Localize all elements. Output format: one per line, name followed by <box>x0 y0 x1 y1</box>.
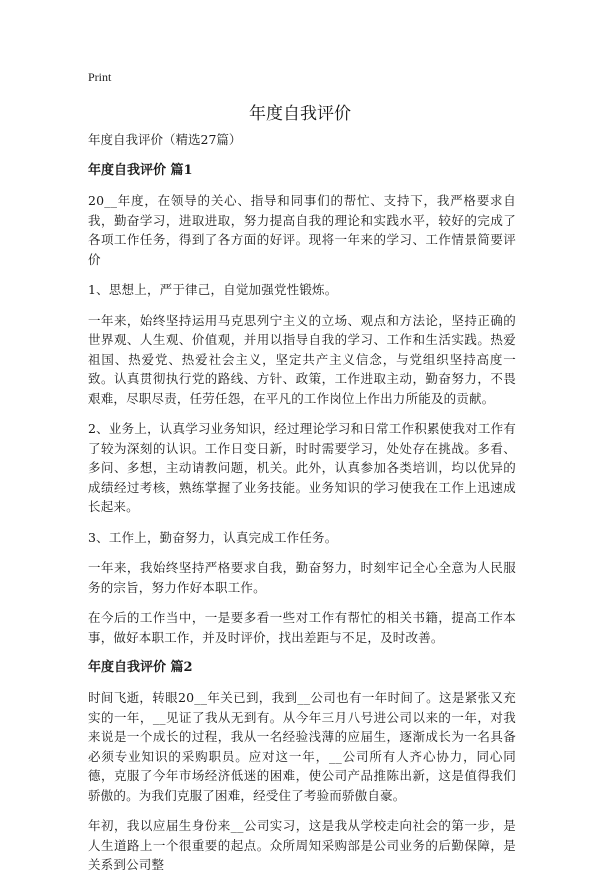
section-2 <box>88 658 516 875</box>
document-subtitle: 年度自我评价（精选27篇） <box>88 132 242 147</box>
print-label[interactable]: Print <box>88 70 112 84</box>
page-title: 年度自我评价 <box>249 104 351 124</box>
document-body <box>88 130 516 886</box>
paragraph: 20__年度，在领导的关心、指导和同事们的帮忙、支持下，我严格要求自我，勤奋学习，进取进取，努力提高自我的理论和实践水平，较好的完成了各项工作任务，得到了各方面的好评。现将一年来的学习、工作情景简要评价 <box>88 193 516 267</box>
section-1 <box>88 161 516 647</box>
paragraph: 2、业务上，认真学习业务知识，经过理论学习和日常工作积累使我对工作有了较为深刻的认识。工作日变日新，时时需要学习，处处存在挑战。多看、多问、多想，主动请教问题，机关。此外，认真参加各类培训，均以优异的成绩经过考核，熟练掌握了业务技能。业务知识的学习使我在工作上迅速成长起来。 <box>88 421 516 514</box>
paragraph: 3、工作上，勤奋努力，认真完成工作任务。 <box>88 529 338 545</box>
paragraph: 年初，我以应届生身份来__公司实习，这是我从学校走向社会的第一步，是人生道路上一个很重要的起点。众所周知采购部是公司业务的后勤保障，是关系到公司整 <box>88 818 516 872</box>
paragraph: 时间飞逝，转眼20__年关已到，我到__公司也有一年时间了。这是紧张又充实的一年，__见证了我从无到有。从今年三月八号进公司以来的一年，对我来说是一个成长的过程，我从一名经验浅薄的应届生，逐渐成长为一名具备必须专业知识的采购职员。应对这一年，__公司所有人齐心协力，同心同德，克服了今年市场经济低迷的困难，使公司产品推陈出新，这是值得我们骄傲的。为我们克服了困难，经受住了考验而骄傲自豪。 <box>88 690 516 803</box>
paragraph: 1、思想上，严于律己，自觉加强党性锻炼。 <box>88 282 338 297</box>
section-heading: 年度自我评价 篇2 <box>88 660 193 675</box>
section-heading: 年度自我评价 篇1 <box>88 163 193 178</box>
paragraph: 在今后的工作当中，一是要多看一些对工作有帮忙的相关书籍，提高工作本事，做好本职工作，并及时评价，找出差距与不足，及时改善。 <box>88 610 516 645</box>
paragraph: 一年来，我始终坚持严格要求自我，勤奋努力，时刻牢记全心全意为人民服务的宗旨，努力作好本职工作。 <box>88 560 516 595</box>
paragraph: 一年来，始终坚持运用马克思列宁主义的立场、观点和方法论，坚持正确的世界观、人生观、价值观，并用以指导自我的学习、工作和生活实践。热爱祖国、热爱党、热爱社会主义，坚定共产主义信念，与党组织坚持高度一致。认真贯彻执行党的路线、方针、政策，工作进取主动，勤奋努力，不畏艰难，尽职尽责，任劳任怨，在平凡的工作岗位上作出力所能及的贡献。 <box>88 312 516 406</box>
